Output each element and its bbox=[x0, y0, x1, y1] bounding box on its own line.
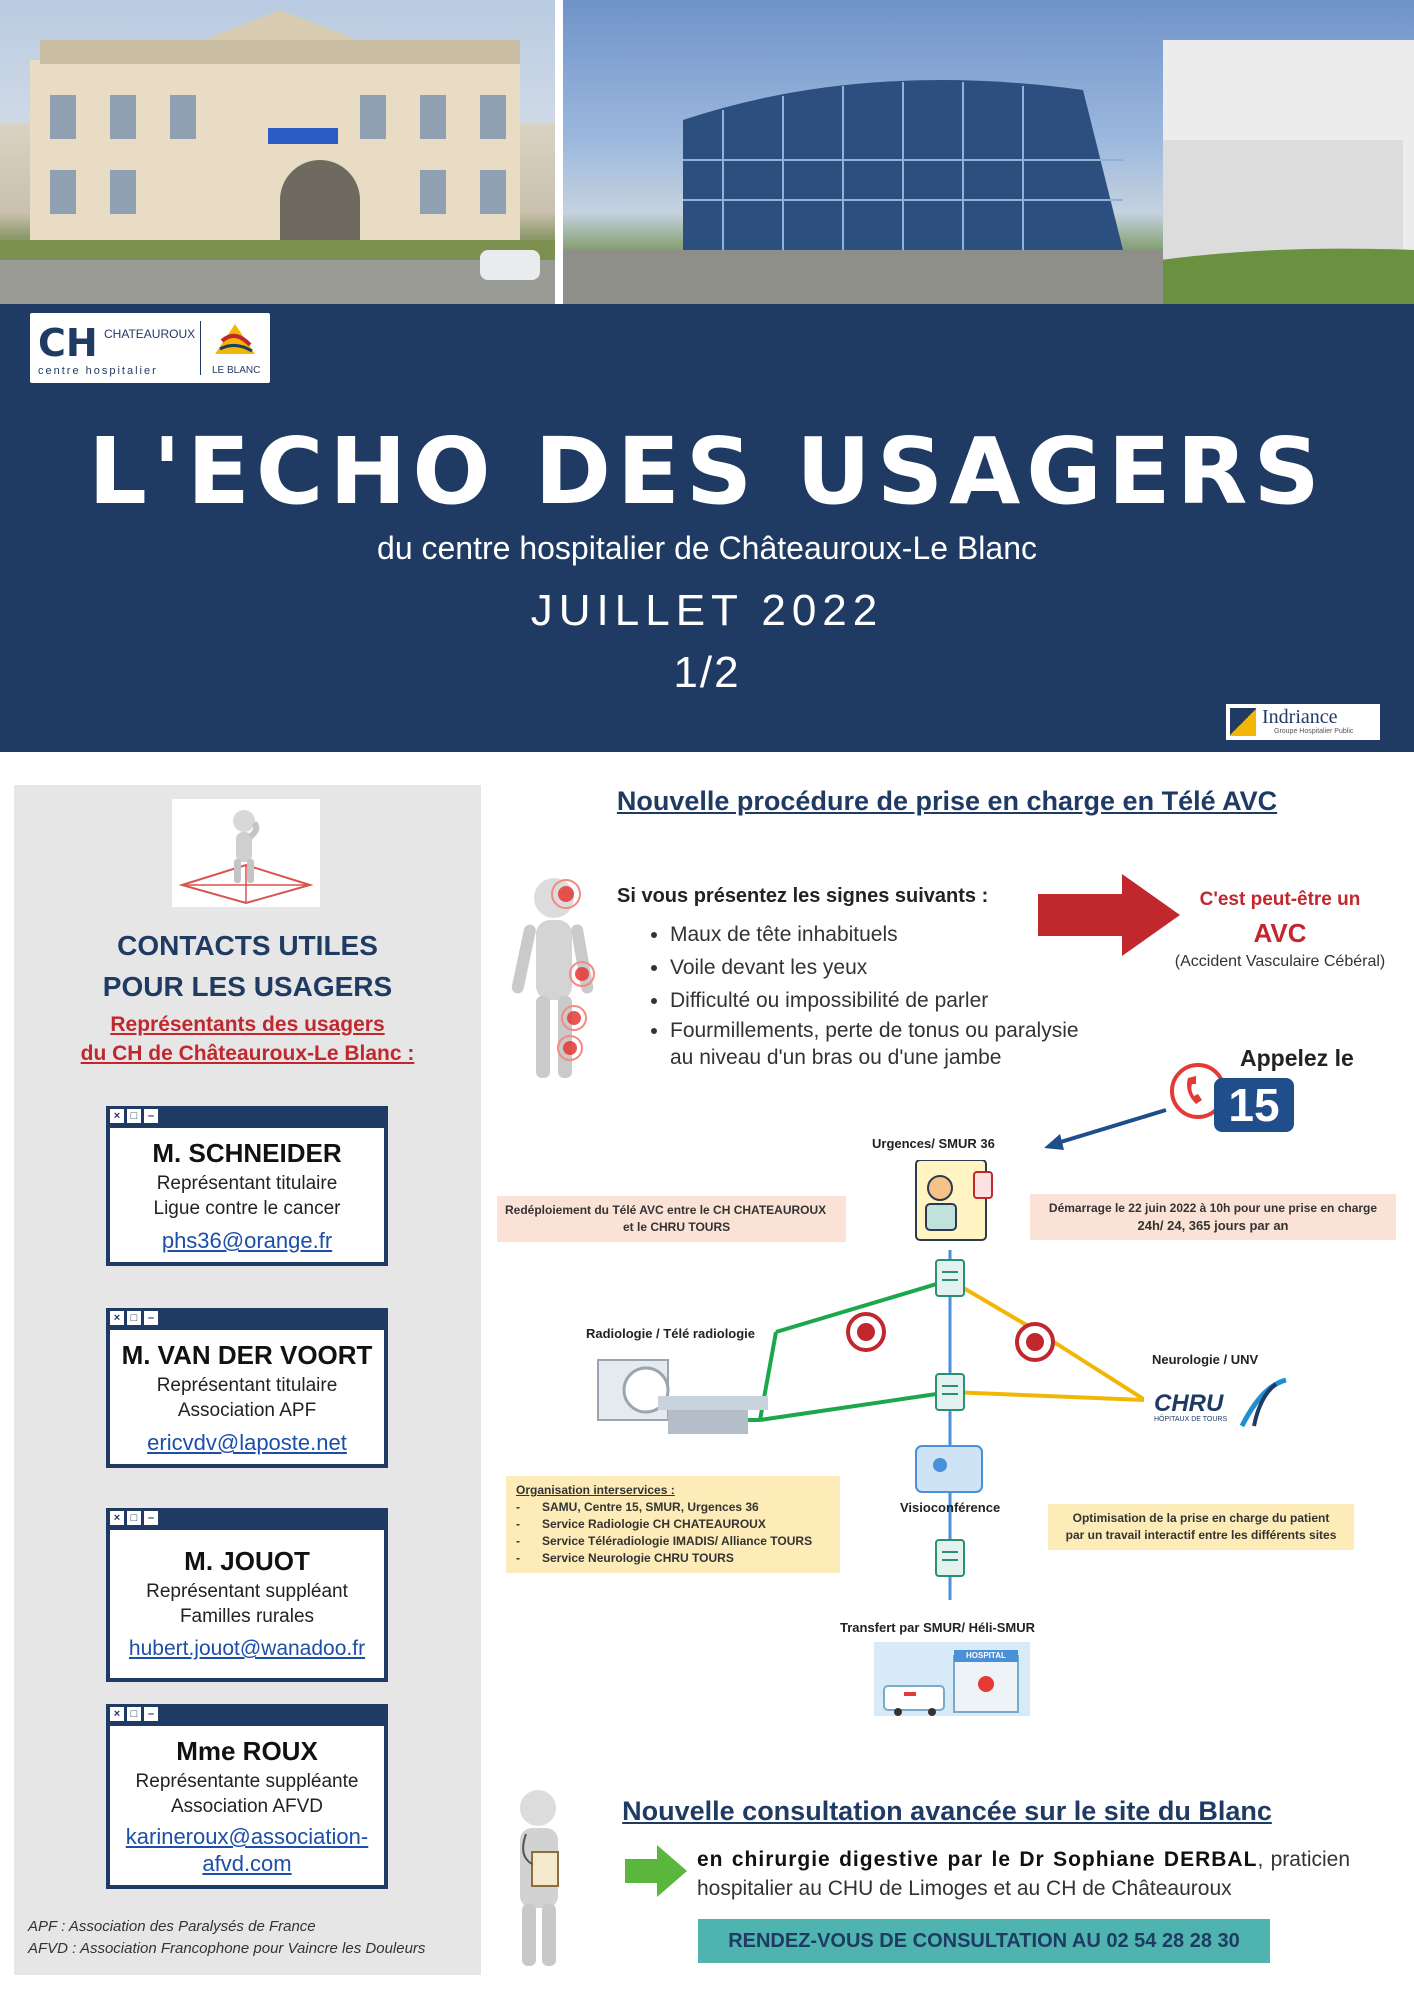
contact-email-line2: afvd.com bbox=[202, 1851, 292, 1876]
redeployment-note bbox=[497, 1196, 846, 1242]
videoconference-label: Visioconférence bbox=[900, 1500, 1001, 1515]
consultation-section-title: Nouvelle consultation avancée sur le site du Blanc bbox=[622, 1796, 1272, 1826]
contact-role: Représentant titulaire bbox=[156, 1173, 338, 1194]
contact-organization: Ligue contre le cancer bbox=[153, 1198, 341, 1219]
start-date-line2: 24h/ 24, 365 jours par an bbox=[1137, 1218, 1289, 1233]
contact-name: Mme ROUX bbox=[176, 1736, 318, 1766]
patient-pain-figure-icon bbox=[496, 868, 606, 1091]
maximize-icon: □ bbox=[127, 1707, 141, 1721]
minimize-icon: – bbox=[144, 1109, 158, 1123]
hospital-photo-chateauroux bbox=[0, 0, 555, 304]
hospital-sign-text: HOSPITAL bbox=[966, 1651, 1006, 1660]
contact-email-link[interactable]: hubert.jouot@wanadoo.fr bbox=[128, 1637, 366, 1660]
neurology-label: Neurologie / UNV bbox=[1152, 1352, 1259, 1367]
issue-date: JUILLET 2022 bbox=[530, 586, 884, 635]
dash-icon: - bbox=[516, 1551, 520, 1565]
avc-warning-intro: C'est peut-être un bbox=[1199, 889, 1361, 910]
organisation-title: Organisation interservices : bbox=[516, 1483, 675, 1497]
minimize-icon: – bbox=[144, 1707, 158, 1721]
redeployment-line1: Redéploiement du Télé AVC entre le CH CHATEAUROUX bbox=[505, 1203, 827, 1217]
symptoms-list bbox=[646, 918, 1079, 1045]
alarm-icon bbox=[848, 1314, 884, 1350]
close-icon: × bbox=[110, 1511, 124, 1525]
maximize-icon: □ bbox=[127, 1109, 141, 1123]
maximize-icon: □ bbox=[127, 1311, 141, 1325]
contact-email-link[interactable]: ericvdv@laposte.net bbox=[147, 1430, 347, 1455]
dash-icon: - bbox=[516, 1500, 520, 1514]
contact-email-link[interactable]: phs36@orange.fr bbox=[161, 1228, 333, 1253]
page-subtitle: du centre hospitalier de Châteauroux-Le Blanc bbox=[377, 530, 1037, 566]
hospital-photo-modern-building bbox=[563, 0, 1414, 304]
hospital-logo bbox=[30, 313, 270, 383]
appointment-phone-banner[interactable]: RENDEZ-VOUS DE CONSULTATION AU 02 54 28 28 30 bbox=[698, 1919, 1270, 1963]
contact-email-line1: karineroux@association- bbox=[125, 1824, 369, 1849]
chru-logo-subtitle: HÔPITAUX DE TOURS bbox=[1154, 1416, 1228, 1423]
logo-divider bbox=[200, 321, 201, 375]
indriance-logo bbox=[1226, 704, 1380, 740]
footnote-afvd: AFVD : Association Francophone pour Vaincre les Douleurs bbox=[28, 1940, 426, 1957]
tele-avc-section-title: Nouvelle procédure de prise en charge en Télé AVC bbox=[616, 786, 1278, 816]
representatives-line1: Représentants des usagers bbox=[110, 1013, 385, 1036]
abbreviations-footnote bbox=[28, 1916, 425, 1960]
chru-tours-logo bbox=[1144, 1372, 1298, 1434]
contact-card bbox=[106, 1704, 388, 1889]
contact-card bbox=[106, 1508, 388, 1682]
start-date-line1: Démarrage le 22 juin 2022 à 10h pour une prise en charge bbox=[1048, 1201, 1378, 1215]
transfer-label: Transfert par SMUR/ Héli-SMUR bbox=[840, 1620, 1036, 1635]
consultation-details: , praticien hospitalier au CHU de Limoges et au CH de Châteauroux bbox=[697, 1848, 1351, 1900]
contacts-title bbox=[14, 925, 481, 1007]
consultation-surgeon: en chirurgie digestive par le Dr Sophiane DERBAL bbox=[697, 1848, 1258, 1871]
chru-swoosh-icon bbox=[1232, 1376, 1292, 1430]
indriance-mark bbox=[1230, 708, 1256, 736]
minimize-icon: – bbox=[144, 1311, 158, 1325]
contact-card bbox=[106, 1308, 388, 1468]
list-item: • Difficulté ou impossibilité de parler bbox=[670, 984, 1079, 1017]
contact-name: M. VAN DER VOORT bbox=[121, 1340, 373, 1370]
avc-label: AVC bbox=[1253, 918, 1307, 948]
organisation-item: Service Radiologie CH CHATEAUROUX bbox=[542, 1517, 766, 1531]
page-title: L'ECHO DES USAGERS bbox=[88, 418, 1326, 525]
green-arrow-icon bbox=[625, 1845, 687, 1897]
symptoms-heading: Si vous présentez les signes suivants : bbox=[617, 885, 989, 907]
window-controls bbox=[110, 1511, 158, 1525]
minimize-icon: – bbox=[144, 1511, 158, 1525]
list-item bbox=[516, 1533, 830, 1550]
contact-role: Représentant titulaire bbox=[156, 1375, 338, 1396]
representatives-line2: du CH de Châteauroux-Le Blanc : bbox=[80, 1042, 415, 1065]
contact-email-link[interactable] bbox=[114, 1823, 380, 1877]
contact-organization: Familles rurales bbox=[179, 1606, 315, 1627]
contact-organization: Association APF bbox=[177, 1400, 317, 1421]
page-number: 1/2 bbox=[673, 648, 741, 697]
list-item: • Maux de tête inhabituels bbox=[670, 918, 1079, 951]
maximize-icon: □ bbox=[127, 1511, 141, 1525]
contact-name: M. JOUOT bbox=[184, 1546, 310, 1576]
dash-icon: - bbox=[516, 1534, 520, 1548]
consultation-description bbox=[697, 1845, 1350, 1903]
list-item: • Fourmillements, perte de tonus ou paralysie bbox=[670, 1017, 1079, 1045]
call-label: Appelez le bbox=[1240, 1045, 1354, 1071]
organisation-box bbox=[506, 1476, 840, 1573]
logo-ch-mark: CH bbox=[38, 321, 98, 365]
organisation-item: Service Téléradiologie IMADIS/ Alliance TOURS bbox=[542, 1534, 813, 1548]
list-item bbox=[516, 1499, 830, 1516]
thinking-figure-icon bbox=[172, 799, 320, 907]
close-icon: × bbox=[110, 1707, 124, 1721]
indriance-subtitle: Groupe Hospitalier Public bbox=[1274, 728, 1354, 735]
optimisation-note bbox=[1048, 1504, 1354, 1550]
contacts-title-line1: CONTACTS UTILES bbox=[117, 930, 378, 961]
call-arrow-icon bbox=[1040, 1104, 1170, 1154]
chru-logo-text: CHRU bbox=[1154, 1390, 1224, 1417]
contact-role: Représentante suppléante bbox=[135, 1771, 359, 1792]
window-controls bbox=[110, 1109, 158, 1123]
contact-card bbox=[106, 1106, 388, 1266]
optimisation-line2: par un travail interactif entre les différents sites bbox=[1065, 1528, 1337, 1542]
indriance-name: Indriance bbox=[1262, 706, 1338, 728]
radiology-label: Radiologie / Télé radiologie bbox=[586, 1326, 756, 1341]
dash-icon: - bbox=[516, 1517, 520, 1531]
organisation-item: SAMU, Centre 15, SMUR, Urgences 36 bbox=[542, 1500, 759, 1514]
close-icon: × bbox=[110, 1311, 124, 1325]
contact-organization: Association AFVD bbox=[170, 1796, 324, 1817]
optimisation-line1: Optimisation de la prise en charge du patient bbox=[1072, 1511, 1330, 1525]
logo-leblanc-icon bbox=[210, 319, 260, 359]
list-item bbox=[516, 1550, 830, 1567]
redeployment-line2: et le CHRU TOURS bbox=[623, 1220, 731, 1234]
representatives-label bbox=[14, 1010, 481, 1068]
emergency-number-badge[interactable]: 15 bbox=[1214, 1078, 1294, 1132]
list-item: • Voile devant les yeux bbox=[670, 951, 1079, 984]
start-date-note bbox=[1030, 1194, 1396, 1240]
window-controls bbox=[110, 1311, 158, 1325]
logo-leblanc-text: LE BLANC bbox=[212, 365, 261, 376]
list-item bbox=[516, 1516, 830, 1533]
footnote-apf: APF : Association des Paralysés de France bbox=[28, 1918, 316, 1935]
contact-name: M. SCHNEIDER bbox=[152, 1138, 342, 1168]
close-icon: × bbox=[110, 1109, 124, 1123]
logo-city: CHATEAUROUX bbox=[104, 327, 196, 341]
contacts-title-line2: POUR LES USAGERS bbox=[102, 971, 393, 1002]
red-arrow-icon bbox=[1038, 874, 1180, 956]
organisation-item: Service Neurologie CHRU TOURS bbox=[542, 1551, 734, 1565]
avc-definition: (Accident Vasculaire Cébéral) bbox=[1174, 953, 1386, 970]
ambulance-hospital-icon bbox=[874, 1642, 1030, 1716]
window-controls bbox=[110, 1707, 158, 1721]
logo-subtitle: centre hospitalier bbox=[38, 365, 158, 377]
contact-role: Représentant suppléant bbox=[146, 1581, 348, 1602]
urgences-label: Urgences/ SMUR 36 bbox=[872, 1136, 995, 1151]
ct-scanner-icon bbox=[588, 1350, 772, 1440]
symptoms-list-continuation: au niveau d'un bras ou d'une jambe bbox=[670, 1046, 1002, 1069]
